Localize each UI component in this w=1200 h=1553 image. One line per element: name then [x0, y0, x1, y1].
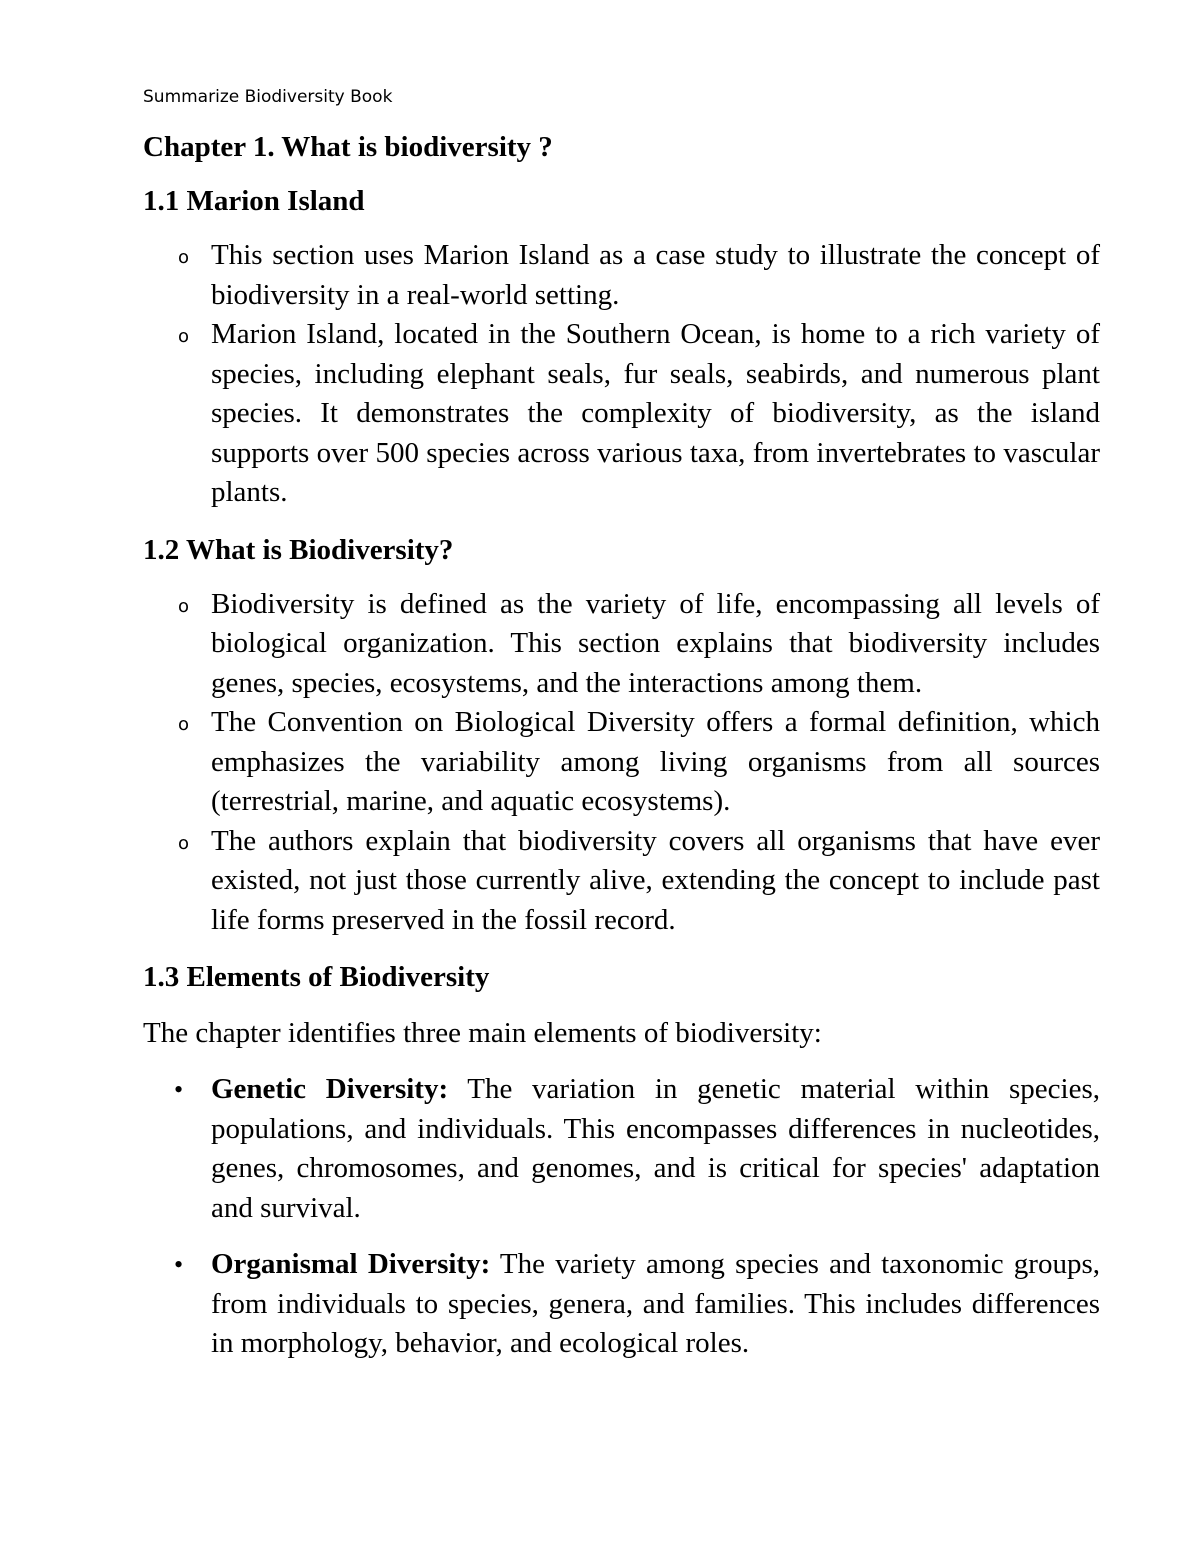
circle-bullet-icon: o	[178, 832, 190, 854]
section-heading-marion-island: 1.1 Marion Island	[143, 185, 365, 217]
list-item	[143, 585, 1100, 704]
list-item	[143, 236, 1100, 315]
list-item	[143, 1245, 1100, 1364]
document-body	[143, 128, 1100, 1381]
element-term: Organismal Diversity:	[211, 1248, 491, 1280]
list-item	[143, 822, 1100, 941]
chapter-title: Chapter 1. What is biodiversity ?	[143, 131, 553, 163]
element-term: Genetic Diversity:	[211, 1073, 449, 1105]
running-header: Summarize Biodiversity Book	[143, 87, 393, 107]
list-item-text: This section uses Marion Island as a case study to illustrate the concept of biodiversity in a real-world setting.	[211, 239, 1100, 311]
list-item	[143, 1070, 1100, 1228]
list-item-text: Biodiversity is defined as the variety of life, encompassing all levels of biological organization. This section explains that biodiversity includes genes, species, ecosystems, and the interactions among them.	[211, 587, 1100, 699]
circle-bullet-icon: o	[178, 714, 190, 735]
elements-intro-paragraph: The chapter identifies three main elements of biodiversity:	[143, 1017, 822, 1049]
elements-list	[143, 1070, 1100, 1364]
section-heading-what-is-biodiversity: 1.2 What is Biodiversity?	[143, 533, 454, 566]
list-item	[143, 703, 1100, 822]
element-description: The variety among species and taxonomic groups, from individuals to species, genera, and families. This includes differences in morphology, behavior, and ecological roles.	[211, 1248, 1100, 1359]
section-heading-elements-of-biodiversity: 1.3 Elements of Biodiversity	[143, 961, 490, 993]
list-item-text: The authors explain that biodiversity covers all organisms that have ever existed, not just those currently alive, extending the concept to include past life forms preserved in the fossil record.	[211, 824, 1100, 936]
circle-bullet-icon: o	[178, 595, 190, 617]
circle-bullet-icon: o	[178, 247, 190, 268]
what-is-biodiversity-list	[143, 585, 1100, 941]
list-item-text: Marion Island, located in the Southern Ocean, is home to a rich variety of species, including elephant seals, fur seals, seabirds, and numerous plant species. It demonstrates the complexity of biodiversity, as the island supports over 500 species across various taxa, from invertebrates to vascular plants.	[211, 318, 1100, 508]
marion-island-list	[143, 236, 1100, 513]
element-description: The variation in genetic material within species, populations, and individuals. This encompasses differences in nucleotides, genes, chromosomes, and genomes, and is critical for species' adaptation and survival.	[211, 1073, 1100, 1224]
list-item-text: The Convention on Biological Diversity offers a formal definition, which emphasizes the variability among living organisms from all sources (terrestrial, marine, and aquatic ecosystems).	[211, 706, 1100, 817]
list-item	[143, 315, 1100, 513]
circle-bullet-icon: o	[178, 326, 190, 347]
bullet-icon: •	[174, 1250, 184, 1279]
bullet-icon: •	[174, 1075, 184, 1104]
